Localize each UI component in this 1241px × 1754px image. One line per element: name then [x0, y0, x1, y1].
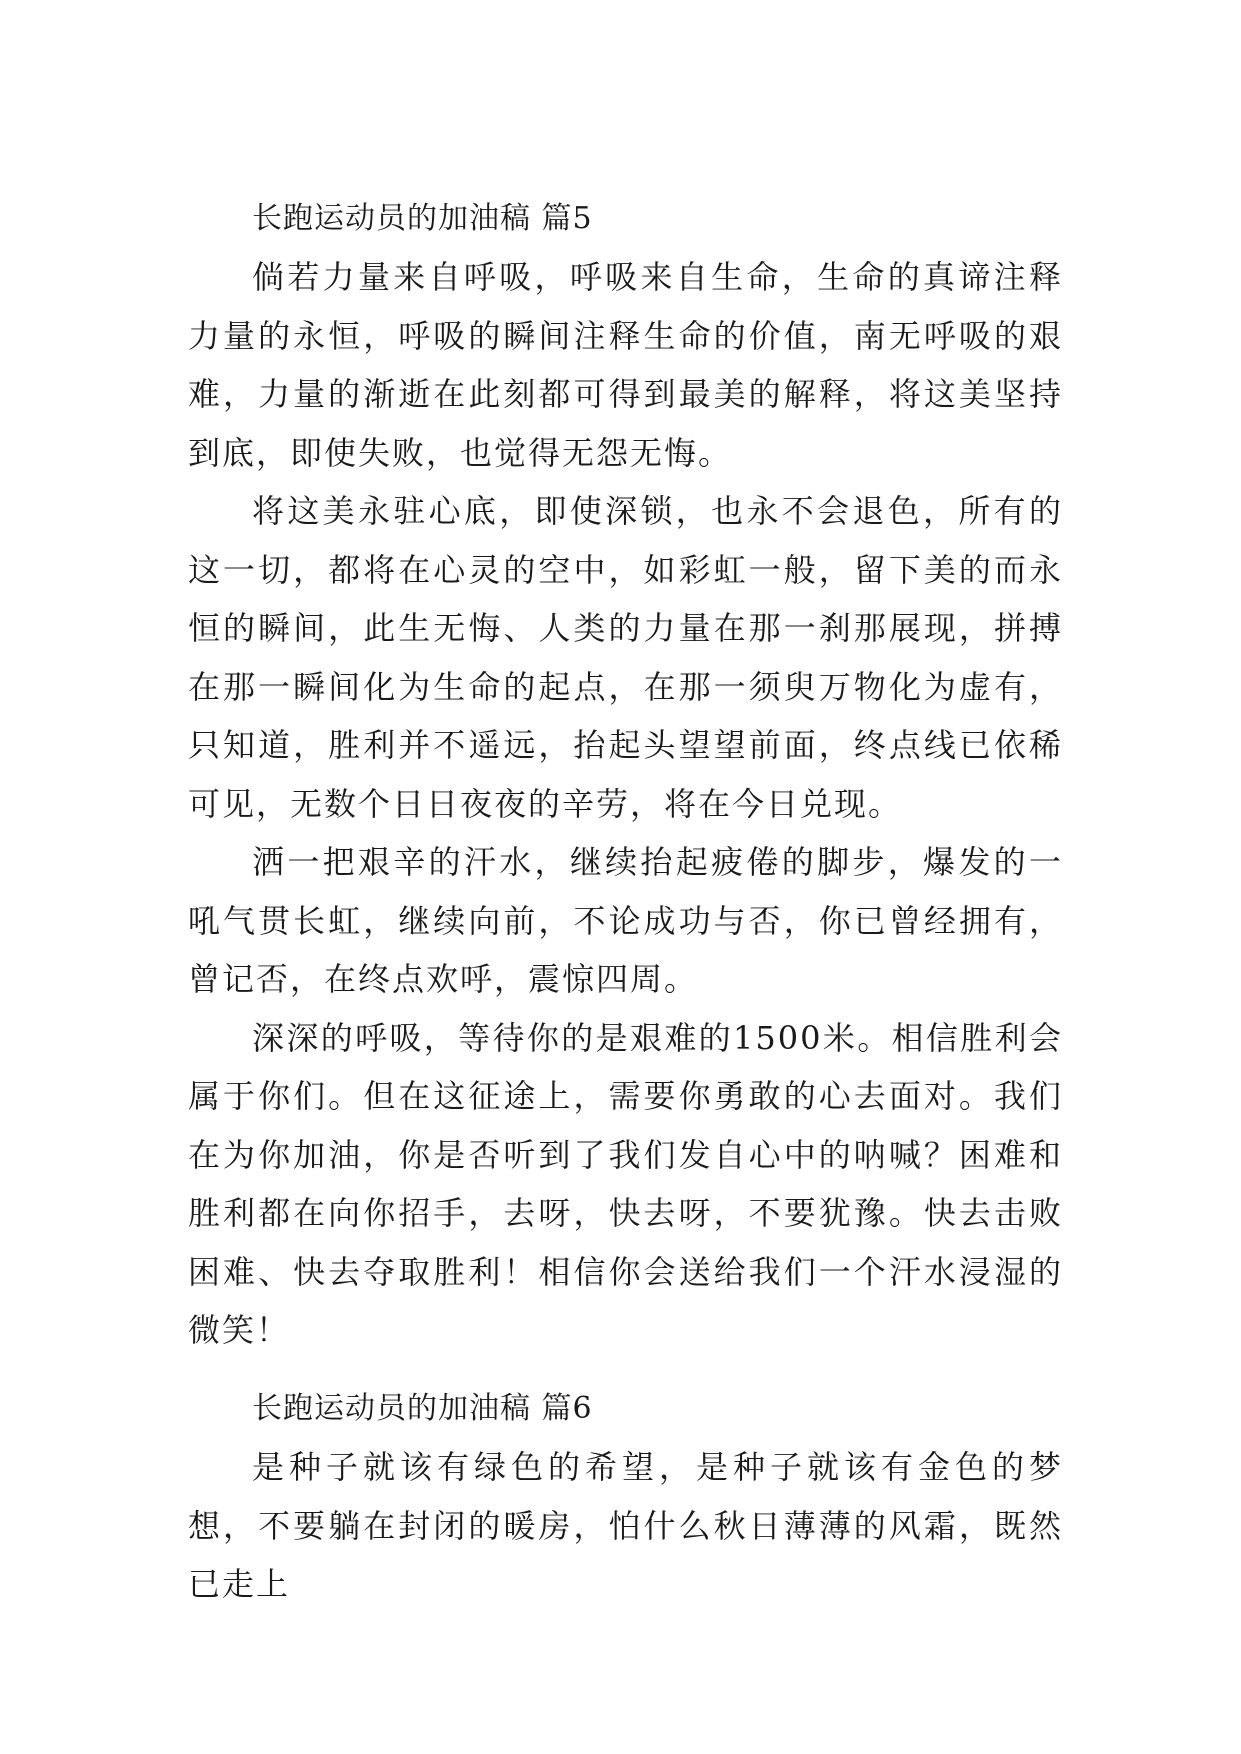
paragraph: 洒一把艰辛的汗水，继续抬起疲倦的脚步，爆发的一吼气贯长虹，继续向前，不论成功与否，你已曾经拥有，曾记否，在终点欢呼，震惊四周。: [188, 843, 1063, 998]
paragraph: 倘若力量来自呼吸，呼吸来自生命，生命的真谛注释力量的永恒，呼吸的瞬间注释生命的价值，南无呼吸的艰难，力量的渐逝在此刻都可得到最美的解释，将这美坚持到底，即使失败，也觉得无怨无悔。: [188, 258, 1063, 472]
section-heading: 长跑运动员的加油稿 篇6: [252, 1391, 593, 1426]
paragraph: 将这美永驻心底，即使深锁，也永不会退色，所有的这一切，都将在心灵的空中，如彩虹一般，留下美的而永恒的瞬间，此生无悔、人类的力量在那一刹那展现，拼搏在那一瞬间化为生命的起点，在那一须臾万物化为虚有，只知道，胜利并不遥远，抬起头望望前面，终点线已依稀可见，无数个日日夜夜的辛劳，将在今日兑现。: [188, 492, 1063, 823]
article-section-5: [188, 190, 1063, 1360]
paragraph: 是种子就该有绿色的希望，是种子就该有金色的梦想，不要躺在封闭的暖房，怕什么秋日薄薄的风霜，既然已走上: [188, 1448, 1063, 1603]
article-section-6: [188, 1380, 1063, 1614]
paragraph: 深深的呼吸，等待你的是艰难的1500米。相信胜利会属于你们。但在这征途上，需要你勇敢的心去面对。我们在为你加油，你是否听到了我们发自心中的呐喊？困难和胜利都在向你招手，去呀，快去呀，不要犹豫。快去击败困难、快去夺取胜利！相信你会送给我们一个汗水浸湿的微笑！: [188, 1018, 1063, 1349]
section-heading: 长跑运动员的加油稿 篇5: [252, 201, 593, 236]
